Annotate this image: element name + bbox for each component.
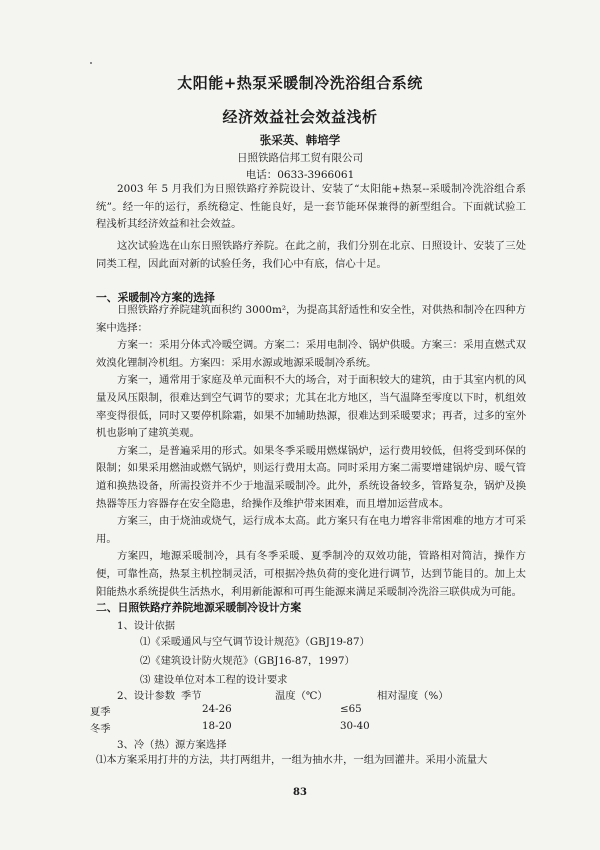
page-number: 83 — [293, 787, 307, 798]
col-season: 季节 — [181, 690, 202, 702]
section-1-paragraph: 日照铁路疗养院建筑面积约 3000m²，为提高其舒适性和安全性，对供热和制冷在四种方案中选择： — [96, 304, 526, 334]
row-season: 冬季 — [90, 723, 111, 735]
section-1-paragraph: 方案四，地源采暖制冷，具有冬季采暖、夏季制冷的双效功能，管路相对简洁，操作方便，可靠性高，热泵主机控制灵活，可根据冷热负荷的变化进行调节，达到节能目的。加上太阳能热水系统提供生活热水，利用新能源和可再生能源来满足采暖制冷洗浴三联供成为可能。 — [96, 550, 526, 598]
design-basis-label: 1、设计依据 — [117, 620, 176, 632]
reference-item: ⑵《建筑设计防火规范》（GBJ16-87，1997） — [140, 655, 355, 667]
reference-item: ⑶ 建设单位对本工程的设计要求 — [140, 674, 288, 686]
phone: 电话：0633-3966061 — [245, 169, 355, 181]
row-season: 夏季 — [90, 706, 111, 718]
intro-paragraph-2: 这次试验选在山东日照铁路疗养院。在此之前，我们分别在北京、日照设计、安装了三处同类工程，因此面对新的试验任务，我们心中有底，信心十足。 — [96, 240, 526, 270]
row-temp: 18-20 — [202, 720, 232, 732]
section-2-heading: 二、日照铁路疗养院地源采暖制冷设计方案 — [96, 601, 302, 614]
section-1-paragraph: 方案三，由于烧油或烧气，运行成本太高。此方案只有在电力增容非常困难的地方才可采用。 — [96, 515, 526, 545]
reference-item: ⑴《采暖通风与空气调节设计规范》（GBJ19-87） — [140, 636, 370, 648]
authors: 张采英、韩培学 — [259, 133, 341, 147]
source-label: 3、冷（热）源方案选择 — [117, 739, 227, 751]
params-label: 2、设计参数 — [117, 690, 176, 702]
section-1-body — [96, 302, 526, 601]
scan-speck — [90, 62, 92, 64]
section-1-paragraph: 方案一，通常用于家庭及单元面积不大的场合，对于面积较大的建筑，由于其室内机的风量及风压限制，很难达到空气调节的要求；尤其在北方地区，当气温降至零度以下时，机组效率变得很低，同时又要停机除霜，如果不加辅助热源，很难达到采暖要求；再者，过多的室外机也影响了建筑美观。 — [96, 374, 526, 440]
section-1-paragraph: 方案一：采用分体式冷暖空调。方案二：采用电制冷、锅炉供暖。方案三：采用直燃式双效溴化锂制冷机组。方案四：采用水源或地源采暖制冷系统。 — [96, 339, 526, 369]
title-line-2: 经济效益社会效益浅析 — [222, 108, 378, 126]
section-1-heading: 一、采暖制冷方案的选择 — [96, 291, 215, 304]
section-1-paragraph: 方案二，是普遍采用的形式。如果冬季采暖用燃煤锅炉，运行费用较低，但将受到环保的限制；如果采用燃油或燃气锅炉，则运行费用太高。同时采用方案二需要增建锅炉房、暖气管道和换热设备，所需投资并不少于地温采暖制冷。此外，系统设备较多，管路复杂，锅炉及换热器等压力容器存在安全隐患，给操作及维护带来困难，而且增加运营成本。 — [96, 444, 526, 510]
title-line-1: 太阳能+热泵采暖制冷洗浴组合系统 — [177, 74, 423, 92]
source-text: ⑴本方案采用打井的方法，共打两组井，一组为抽水井，一组为回灌井。采用小流量大 — [96, 754, 488, 766]
col-humidity: 相对湿度（%） — [377, 690, 449, 702]
col-temperature: 温度（℃） — [275, 690, 328, 702]
row-humidity: ≤65 — [340, 703, 362, 715]
intro-paragraph-1: 2003 年 5 月我们为日照铁路疗养院设计、安装了“太阳能+热泵--采暖制冷洗浴组合系统”。经一年的运行，系统稳定、性能良好，是一套节能环保兼得的新型组合。下面就试验工程浅析其经济效益和社会效益。 — [96, 183, 526, 231]
row-temp: 24-26 — [202, 703, 232, 715]
organization: 日照铁路信邦工贸有限公司 — [237, 152, 363, 164]
row-humidity: 30-40 — [340, 720, 370, 732]
